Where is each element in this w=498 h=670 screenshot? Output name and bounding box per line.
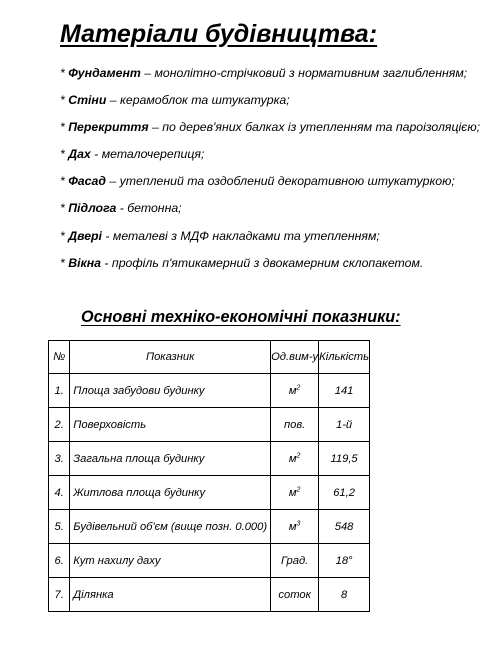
unit-superscript: 2 — [296, 451, 301, 459]
material-description: - профіль п'ятикамерний з двокамерним склопакетом. — [101, 255, 424, 270]
unit-text: Град. — [280, 554, 309, 567]
unit-text: м — [288, 384, 297, 397]
material-description: – керамоблок та штукатурка; — [106, 93, 290, 108]
tech-economic-table — [48, 340, 370, 612]
bullet: * — [60, 147, 69, 162]
row-num: 6. — [49, 544, 70, 578]
material-item-floors-ceiling — [60, 120, 480, 147]
material-item-roof — [60, 147, 480, 174]
row-quantity: 141 — [319, 374, 370, 408]
unit-text: пов. — [283, 418, 306, 431]
material-description: - металочерепиця; — [90, 147, 205, 162]
material-description: – монолітно-стрічковий з нормативним заглибленням; — [140, 66, 468, 80]
row-indicator: Поверховість — [70, 408, 271, 442]
material-item-facade — [60, 174, 480, 201]
row-indicator: Будівельний об'єм (вище позн. 0.000) — [70, 510, 271, 544]
row-num: 5. — [49, 510, 70, 544]
bullet: * — [60, 174, 69, 189]
row-quantity: 8 — [319, 578, 370, 612]
material-term: Двері — [68, 228, 102, 243]
table-row — [49, 408, 370, 442]
row-num: 7. — [49, 578, 70, 612]
bullet: * — [60, 228, 69, 243]
material-item-doors — [60, 229, 480, 256]
material-term: Фундамент — [68, 66, 141, 80]
unit-text: м — [288, 520, 297, 533]
row-unit — [271, 544, 319, 578]
table-row — [49, 510, 370, 544]
table-row — [49, 578, 370, 612]
material-term: Стіни — [68, 93, 107, 108]
row-indicator: Кут нахилу даху — [70, 544, 271, 578]
row-indicator: Площа забудови будинку — [70, 374, 271, 408]
bullet: * — [60, 255, 69, 270]
row-unit — [271, 374, 319, 408]
header-quantity: Кількість — [319, 341, 370, 374]
unit-superscript: 2 — [296, 485, 301, 493]
material-description: - бетонна; — [116, 201, 182, 216]
bullet: * — [60, 120, 69, 135]
row-quantity: 1-й — [319, 408, 370, 442]
bullet: * — [60, 66, 69, 80]
row-unit — [271, 442, 319, 476]
table-row — [49, 374, 370, 408]
header-indicator: Показник — [70, 341, 271, 374]
section-subtitle: Основні техніко-економічні показники: — [81, 308, 401, 326]
material-term: Дах — [68, 147, 91, 162]
material-term: Підлога — [68, 201, 117, 216]
row-quantity: 119,5 — [319, 442, 370, 476]
material-term: Перекриття — [68, 120, 149, 135]
material-description: – по дерев'яних балках із утепленням та пароізоляцією; — [148, 120, 481, 135]
row-quantity: 548 — [319, 510, 370, 544]
materials-list — [60, 66, 480, 283]
row-unit — [271, 408, 319, 442]
row-num: 2. — [49, 408, 70, 442]
row-unit — [271, 476, 319, 510]
unit-text: м — [288, 452, 297, 465]
row-indicator: Житлова площа будинку — [70, 476, 271, 510]
material-term: Вікна — [68, 255, 101, 270]
header-unit: Од.вим-у — [271, 341, 319, 374]
unit-text: соток — [278, 588, 311, 601]
table-row — [49, 544, 370, 578]
row-quantity: 18° — [319, 544, 370, 578]
material-item-walls — [60, 93, 480, 120]
row-num: 4. — [49, 476, 70, 510]
material-item-floor — [60, 201, 480, 228]
row-quantity: 61,2 — [319, 476, 370, 510]
row-unit — [271, 578, 319, 612]
material-item-foundation — [60, 66, 480, 93]
row-indicator: Загальна площа будинку — [70, 442, 271, 476]
material-description: - металеві з МДФ накладками та утепленням; — [101, 228, 380, 243]
row-num: 1. — [49, 374, 70, 408]
table-row — [49, 476, 370, 510]
row-indicator: Ділянка — [70, 578, 271, 612]
material-term: Фасад — [68, 174, 106, 189]
bullet: * — [60, 201, 69, 216]
table-row — [49, 442, 370, 476]
header-num: № — [49, 341, 70, 374]
unit-text: м — [288, 486, 297, 499]
material-description: – утеплений та оздоблений декоративною штукатуркою; — [105, 174, 455, 189]
unit-superscript: 3 — [296, 519, 301, 527]
page-title: Матеріали будівництва: — [60, 20, 378, 48]
row-unit — [271, 510, 319, 544]
material-item-windows — [60, 256, 480, 283]
bullet: * — [60, 93, 69, 108]
table-header-row — [49, 341, 370, 374]
unit-superscript: 2 — [296, 383, 301, 391]
row-num: 3. — [49, 442, 70, 476]
